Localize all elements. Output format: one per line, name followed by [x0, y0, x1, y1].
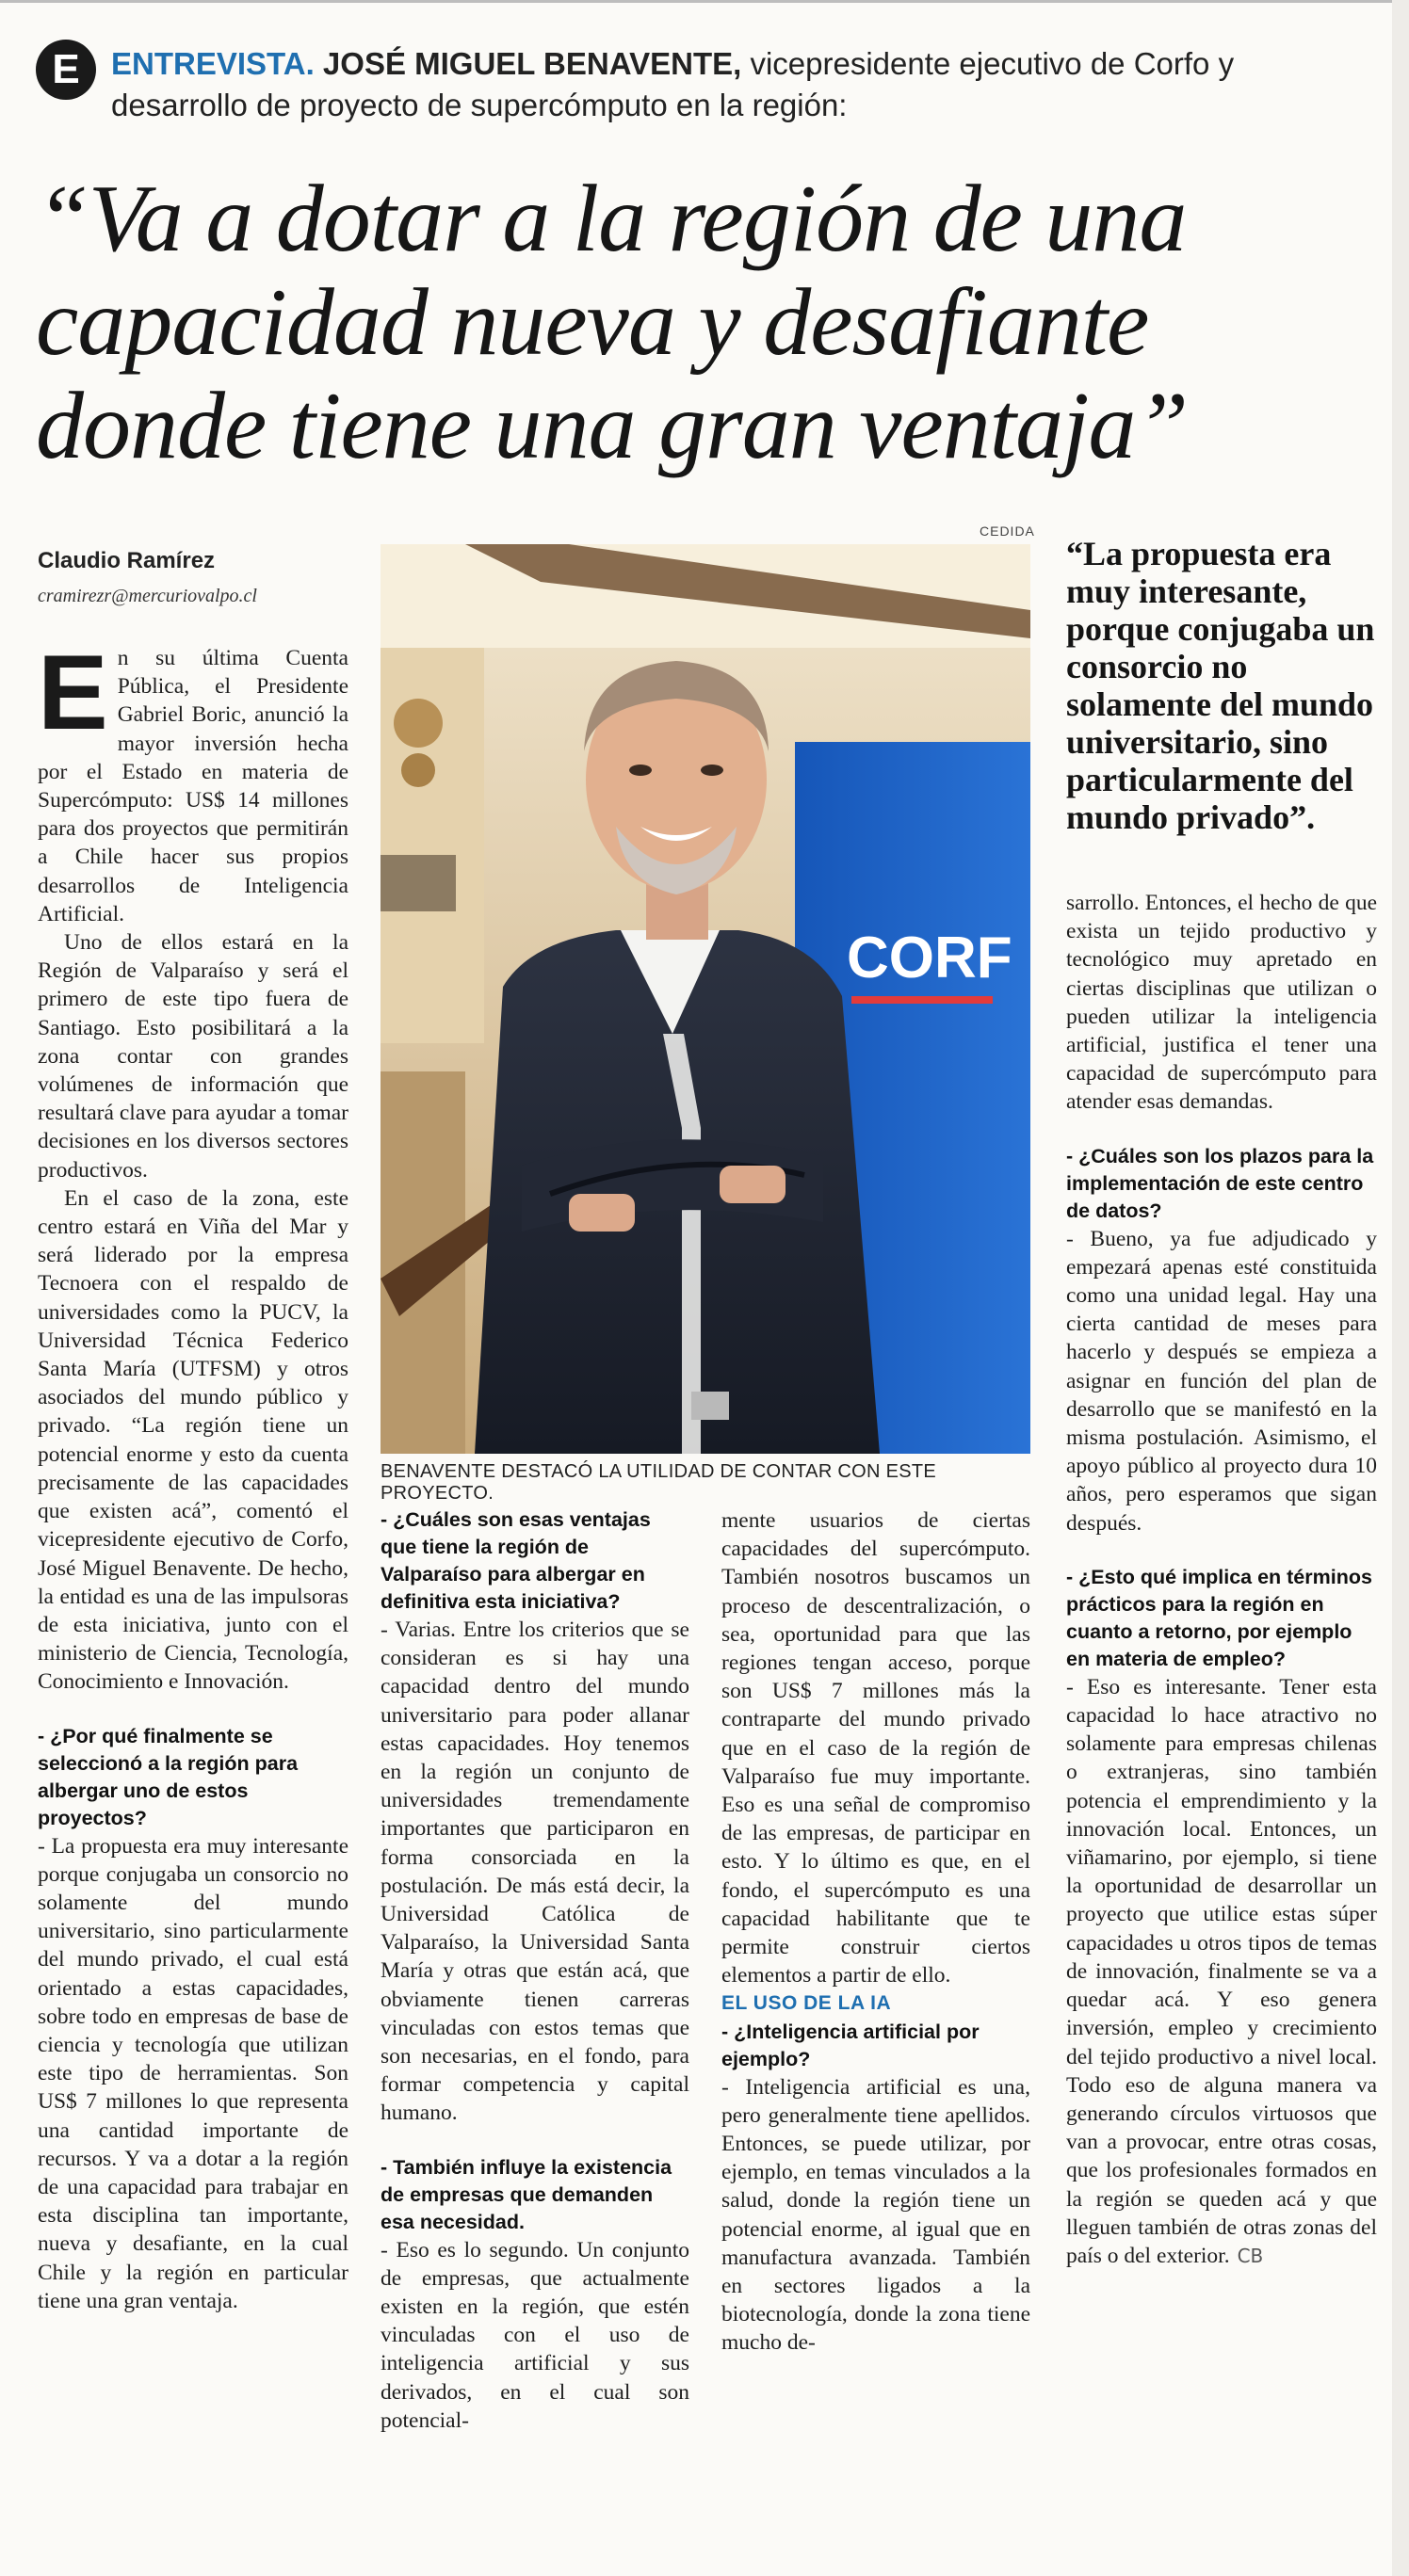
interviewee-role: vicepresidente ejecutivo de Corfo y desarrollo de proyecto de supercómputo en la región: [111, 46, 1235, 122]
photo-caption: BENAVENTE DESTACÓ LA UTILIDAD DE CONTAR CON ESTE PROYECTO. [381, 1461, 937, 1504]
byline-email: cramirezr@mercuriovalpo.cl [38, 586, 257, 606]
paragraph-2: Uno de ellos estará en la Región de Valparaíso y será el primero de este tipo fuera de Santiago. Esto posibilitará a la zona contar con grandes volúmenes de información que resultará clave para ayudar a tomar decisiones en los diversos sectores productivos. [38, 930, 348, 1183]
subhead-ia: EL USO DE LA IA [721, 1992, 892, 2015]
banner-logo-text: CORF [847, 926, 1012, 990]
pull-quote: “La propuesta era muy interesante, porque conjugaba un consorcio no solamente del mundo universitario, sino particularmente del mundo privado”. [1066, 535, 1375, 836]
article-column-3 [721, 1506, 1030, 2358]
portrait-illustration [381, 544, 1030, 1454]
adjacent-page-edge [1392, 0, 1409, 2576]
paragraph-continued-2: sarrollo. Entonces, el hecho de que exista un tejido productivo y tecnológico muy apretado en ciertas disciplinas que utilizan o pueden utilizar la inteligencia artificial, justifica el tener una capacidad de supercómputo para atender esas demandas. [1066, 891, 1377, 1115]
answer-3: - Eso es lo segundo. Un conjunto de empresas, que actualmente existen en la región, que estén vinculadas con el uso de inteligencia artificial y sus derivados, en el cual son potencial- [381, 2237, 689, 2433]
article-column-4 [1066, 889, 1377, 2270]
intro-paragraph [38, 634, 348, 928]
section-label: ENTREVISTA. [111, 46, 315, 81]
article-column-1 [38, 634, 348, 2315]
intro-text: n su última Cuenta Pública, el Presidente Gabriel Boric, anunció la mayor inversión hecha por el Estado en materia de Supercómputo: US$ 14 millones para dos proyectos que permitirán a Chile hacer sus propios desarrollos de Inteligencia Artificial. [38, 646, 348, 926]
top-rule [0, 0, 1409, 3]
photo-credit: CEDIDA [980, 523, 1035, 539]
answer-6 [1066, 1673, 1377, 2270]
answer-4: - Inteligencia artificial es una, pero generalmente tiene apellidos. Entonces, se puede utilizar, por ejemplo, en temas vinculados a la salud, donde la región tiene un potencial enorme, al igual que en manufactura avanzada. También en sectores ligados a la biotecnología, donde la zona tiene mucho de- [721, 2074, 1030, 2356]
answer-2: - Varias. Entre los criterios que se consideran es si hay una capacidad dentro del mundo universitario para poder allanar estas capacidades. Hoy tenemos en la región un conjunto de universidades tremendamente importantes que participaron en forma consorciada en la postulación. De más está decir, la Universidad Católica de Valparaíso, la Universidad Santa María y otras que están acá, que obviamente tienen carreras vinculadas con estos temas que son necesarias, en el fondo, para formar competencia y capital humano. [381, 1618, 689, 2126]
question-4: - ¿Inteligencia artificial por ejemplo? [721, 2020, 980, 2070]
interviewee-name: JOSÉ MIGUEL BENAVENTE, [322, 46, 742, 81]
question-2: - ¿Cuáles son esas ventajas que tiene la región de Valparaíso para albergar en definitiva esta iniciativa? [381, 1508, 651, 1613]
portrait-photo [381, 544, 1030, 1454]
headline: “Va a dotar a la región de una capacidad nueva y desafiante donde tiene una gran ventaja” [36, 166, 1189, 479]
question-6: - ¿Esto qué implica en términos prácticos para la región en cuanto a retorno, por ejemplo en materia de empleo? [1066, 1565, 1372, 1670]
article-column-2 [381, 1506, 689, 2435]
answer-5: - Bueno, ya fue adjudicado y empezará apenas esté constituida como una unidad legal. Hay una cierta cantidad de meses para hacerlo y después se empieza a asignar en función del plan de desarrollo que se manifestó en la misma postulación. Asimismo, el apoyo público al proyecto dura 10 años, pero esperamos que sigan después. [1066, 1226, 1377, 1536]
question-5: - ¿Cuáles son los plazos para la implementación de este centro de datos? [1066, 1144, 1374, 1222]
drop-cap: E [38, 634, 108, 751]
end-mark: CB [1237, 2244, 1264, 2267]
paragraph-continued: mente usuarios de ciertas capacidades del supercómputo. También nosotros buscamos un proceso de descentralización, o sea, oportunidad para que las regiones tengan acceso, porque son US$ 7 millones más la contraparte del mundo privado que en el caso de la región de Valparaíso fue muy importante. Eso es una señal de compromiso de las empresas, de participar en esto. Y lo último es que, en el fondo, el supercómputo es una capacidad habilitante que te permite construir ciertos elementos a partir de ello. [721, 1508, 1030, 1988]
question-3: - También influye la existencia de empresas que demanden esa necesidad. [381, 2155, 672, 2233]
answer-6-text: - Eso es interesante. Tener esta capacidad lo hace atractivo no solamente para empresas chilenas o extranjeras, sino también potencia el emprendimiento y la innovación local. Entonces, un viñamarino, por ejemplo, si tiene la oportunidad de desarrollar un proyecto que utilice estas súper capacidades u otros tipos de temas de innovación, finalmente se va a quedar acá. Y eso genera inversión, empleo y crecimiento del tejido productivo a nivel local. Todo eso de alguna manera va generando círculos virtuosos que van a provocar, entre otras cosas, que los profesionales formados en la región se queden acá y que lleguen también de otras zonas del país o del exterior. [1066, 1674, 1377, 2268]
question-1: - ¿Por qué finalmente se seleccionó a la región para albergar uno de estos proyectos? [38, 1724, 299, 1829]
paragraph-3: En el caso de la zona, este centro estará en Viña del Mar y será liderado por la empresa Tecnoera con el respaldo de universidades como la PUCV, la Universidad Técnica Federico Santa María (UTFSM) y otros asociados del mundo público y privado. “La región tiene un potencial enorme y esto da cuenta precisamente de las capacidades que existen acá”, comentó el vicepresidente ejecutivo de Corfo, José Miguel Benavente. De hecho, la entidad es una de las impulsoras de esta iniciativa, junto con el ministerio de Ciencia, Tecnología, Conocimiento e Innovación. [38, 1185, 348, 1695]
byline-author: Claudio Ramírez [38, 548, 216, 573]
answer-1: - La propuesta era muy interesante porque conjugaba un consorcio no solamente del mundo universitario, sino particularmente del mundo privado, el cual está orientado a estas capacidades, sobre todo en empresas de base de ciencia y tecnología que utilizan este tipo de herramientas. Son US$ 7 millones lo que representa una cantidad importante de recursos. Y va a dotar a la región de una capacidad para trabajar en esta disciplina tan importante, nueva y desafiante, en la cual Chile y la región en particular tiene una gran ventaja. [38, 1833, 348, 2313]
kicker [111, 43, 1373, 126]
section-badge: E [36, 40, 96, 100]
